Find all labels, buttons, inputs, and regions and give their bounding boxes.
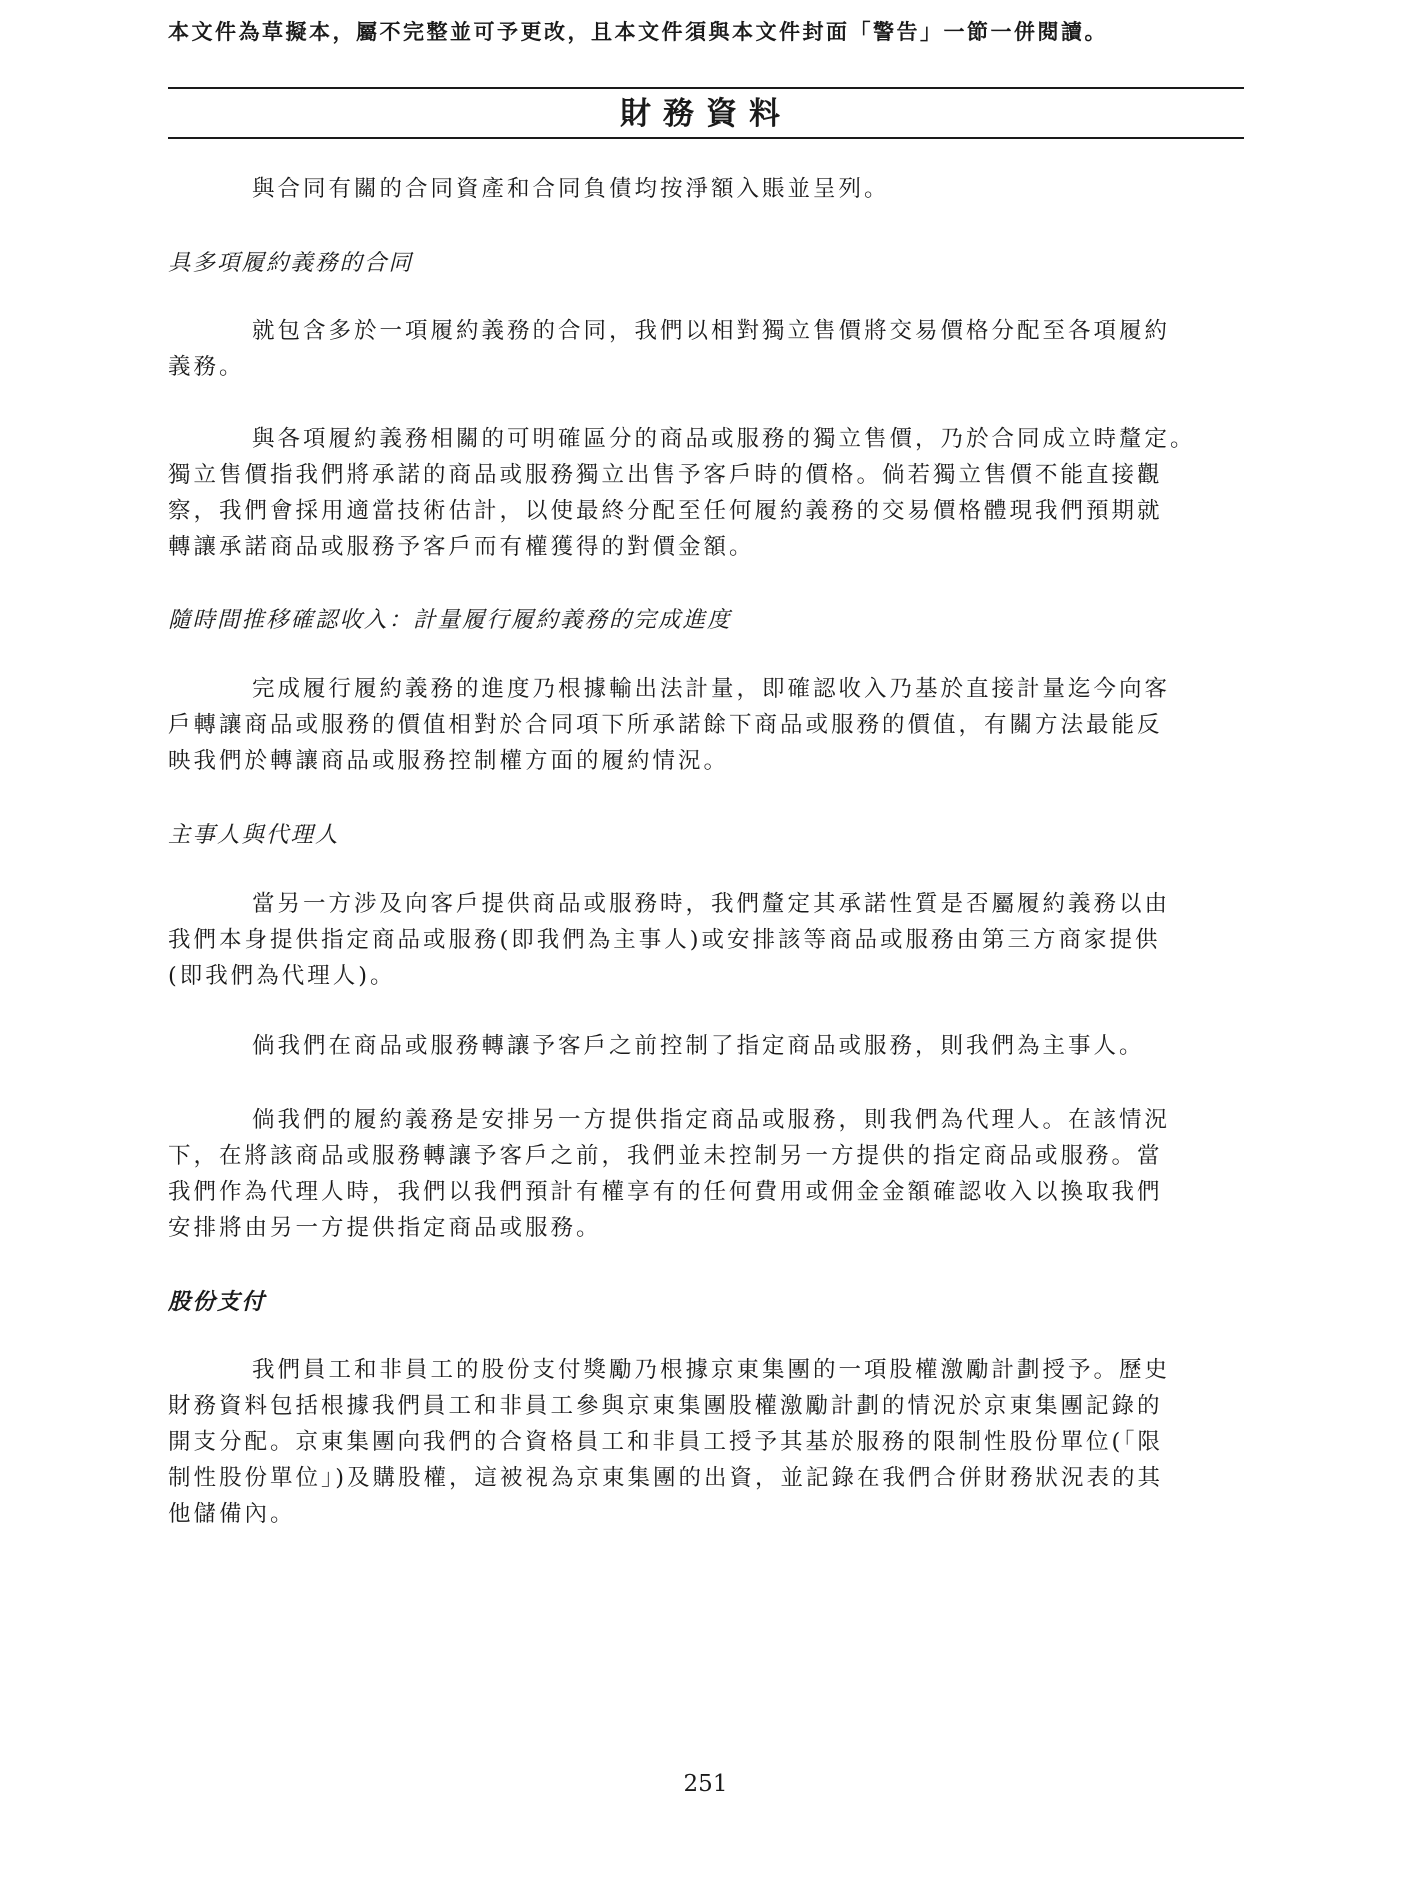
header-top-rule	[168, 87, 1244, 89]
section-heading-share-based-payment: 股份支付	[168, 1289, 267, 1315]
paragraph-price-allocation	[168, 313, 1244, 385]
text-line: 財務資料包括根據我們員工和非員工參與京東集團股權激勵計劃的情況於京東集團記錄的	[168, 1393, 1163, 1419]
paragraph-principal-definition	[168, 1028, 1244, 1064]
paragraph-standalone-selling-price	[168, 421, 1244, 565]
text-line: 我們作為代理人時，我們以我們預計有權享有的任何費用或佣金金額確認收入以換取我們	[168, 1179, 1163, 1205]
paragraph-output-method	[168, 671, 1244, 779]
text-line: 他儲備內。	[168, 1501, 296, 1527]
text-line: 倘我們在商品或服務轉讓予客戶之前控制了指定商品或服務，則我們為主事人。	[252, 1033, 1145, 1059]
section-heading-principal-agent: 主事人與代理人	[168, 822, 340, 848]
text-line: 戶轉讓商品或服務的價值相對於合同項下所承諾餘下商品或服務的價值，有關方法最能反	[168, 712, 1163, 738]
text-line: 我們員工和非員工的股份支付獎勵乃根據京東集團的一項股權激勵計劃授予。歷史	[252, 1357, 1171, 1383]
text-line: 轉讓承諾商品或服務予客戶而有權獲得的對價金額。	[168, 534, 755, 560]
text-line: 義務。	[168, 354, 245, 380]
paragraph-share-based-awards	[168, 1352, 1244, 1532]
paragraph-agent-definition	[168, 1102, 1244, 1246]
text-line: 倘我們的履約義務是安排另一方提供指定商品或服務，則我們為代理人。在該情況	[252, 1107, 1171, 1133]
text-line: 與合同有關的合同資產和合同負債均按淨額入賬並呈列。	[252, 176, 890, 202]
text-line: 獨立售價指我們將承諾的商品或服務獨立出售予客戶時的價格。倘若獨立售價不能直接觀	[168, 462, 1163, 488]
page-number: 251	[683, 1771, 728, 1797]
text-line: 與各項履約義務相關的可明確區分的商品或服務的獨立售價，乃於合同成立時釐定。	[252, 426, 1196, 452]
section-heading-multiple-obligations: 具多項履約義務的合同	[168, 250, 414, 276]
draft-warning-notice: 本文件為草擬本，屬不完整並可予更改，且本文件須與本文件封面「警告」一節一併閱讀。	[168, 19, 1108, 44]
header-bottom-rule	[168, 137, 1244, 139]
text-line: 映我們於轉讓商品或服務控制權方面的履約情況。	[168, 748, 730, 774]
text-line: 制性股份單位」)及購股權，這被視為京東集團的出資，並記錄在我們合併財務狀況表的其	[168, 1465, 1164, 1491]
paragraph-net-presentation	[168, 171, 1244, 207]
text-line: 開支分配。京東集團向我們的合資格員工和非員工授予其基於服務的限制性股份單位(「限	[168, 1429, 1164, 1455]
text-line: 下，在將該商品或服務轉讓予客戶之前，我們並未控制另一方提供的指定商品或服務。當	[168, 1143, 1163, 1169]
text-line: 安排將由另一方提供指定商品或服務。	[168, 1215, 602, 1241]
section-heading-revenue-over-time: 隨時間推移確認收入：計量履行履約義務的完成進度	[168, 607, 732, 633]
text-line: 就包含多於一項履約義務的合同，我們以相對獨立售價將交易價格分配至各項履約	[252, 318, 1171, 344]
paragraph-principal-vs-agent	[168, 886, 1244, 994]
text-line: (即我們為代理人)。	[168, 963, 396, 989]
text-line: 完成履行履約義務的進度乃根據輸出法計量，即確認收入乃基於直接計量迄今向客	[252, 676, 1171, 702]
text-line: 當另一方涉及向客戶提供商品或服務時，我們釐定其承諾性質是否屬履約義務以由	[252, 891, 1171, 917]
text-line: 察，我們會採用適當技術估計，以使最終分配至任何履約義務的交易價格體現我們預期就	[168, 498, 1163, 524]
text-line: 我們本身提供指定商品或服務(即我們為主事人)或安排該等商品或服務由第三方商家提供	[168, 927, 1161, 953]
page-title: 財務資料	[620, 96, 792, 132]
